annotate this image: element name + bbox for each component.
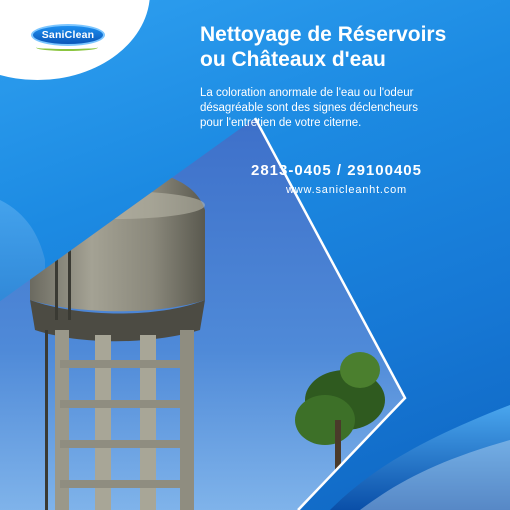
- phone-numbers[interactable]: 2813-0405 / 29100405: [251, 162, 422, 179]
- description-line-3: pour l'entretien de votre citerne.: [200, 117, 362, 129]
- title-line-2: ou Châteaux d'eau: [200, 48, 386, 71]
- website-link[interactable]: www.sanicleanht.com: [286, 184, 407, 196]
- description-line-1: La coloration anormale de l'eau ou l'odeur: [200, 87, 414, 99]
- title-line-1: Nettoyage de Réservoirs: [200, 23, 447, 46]
- logo-swoosh: [36, 44, 98, 51]
- description-line-2: désagréable sont des signes déclencheurs: [200, 102, 419, 114]
- saniclean-logo[interactable]: [31, 24, 105, 46]
- page-title: [200, 22, 500, 72]
- logo-text: SaniClean: [41, 29, 95, 41]
- description: [200, 86, 490, 131]
